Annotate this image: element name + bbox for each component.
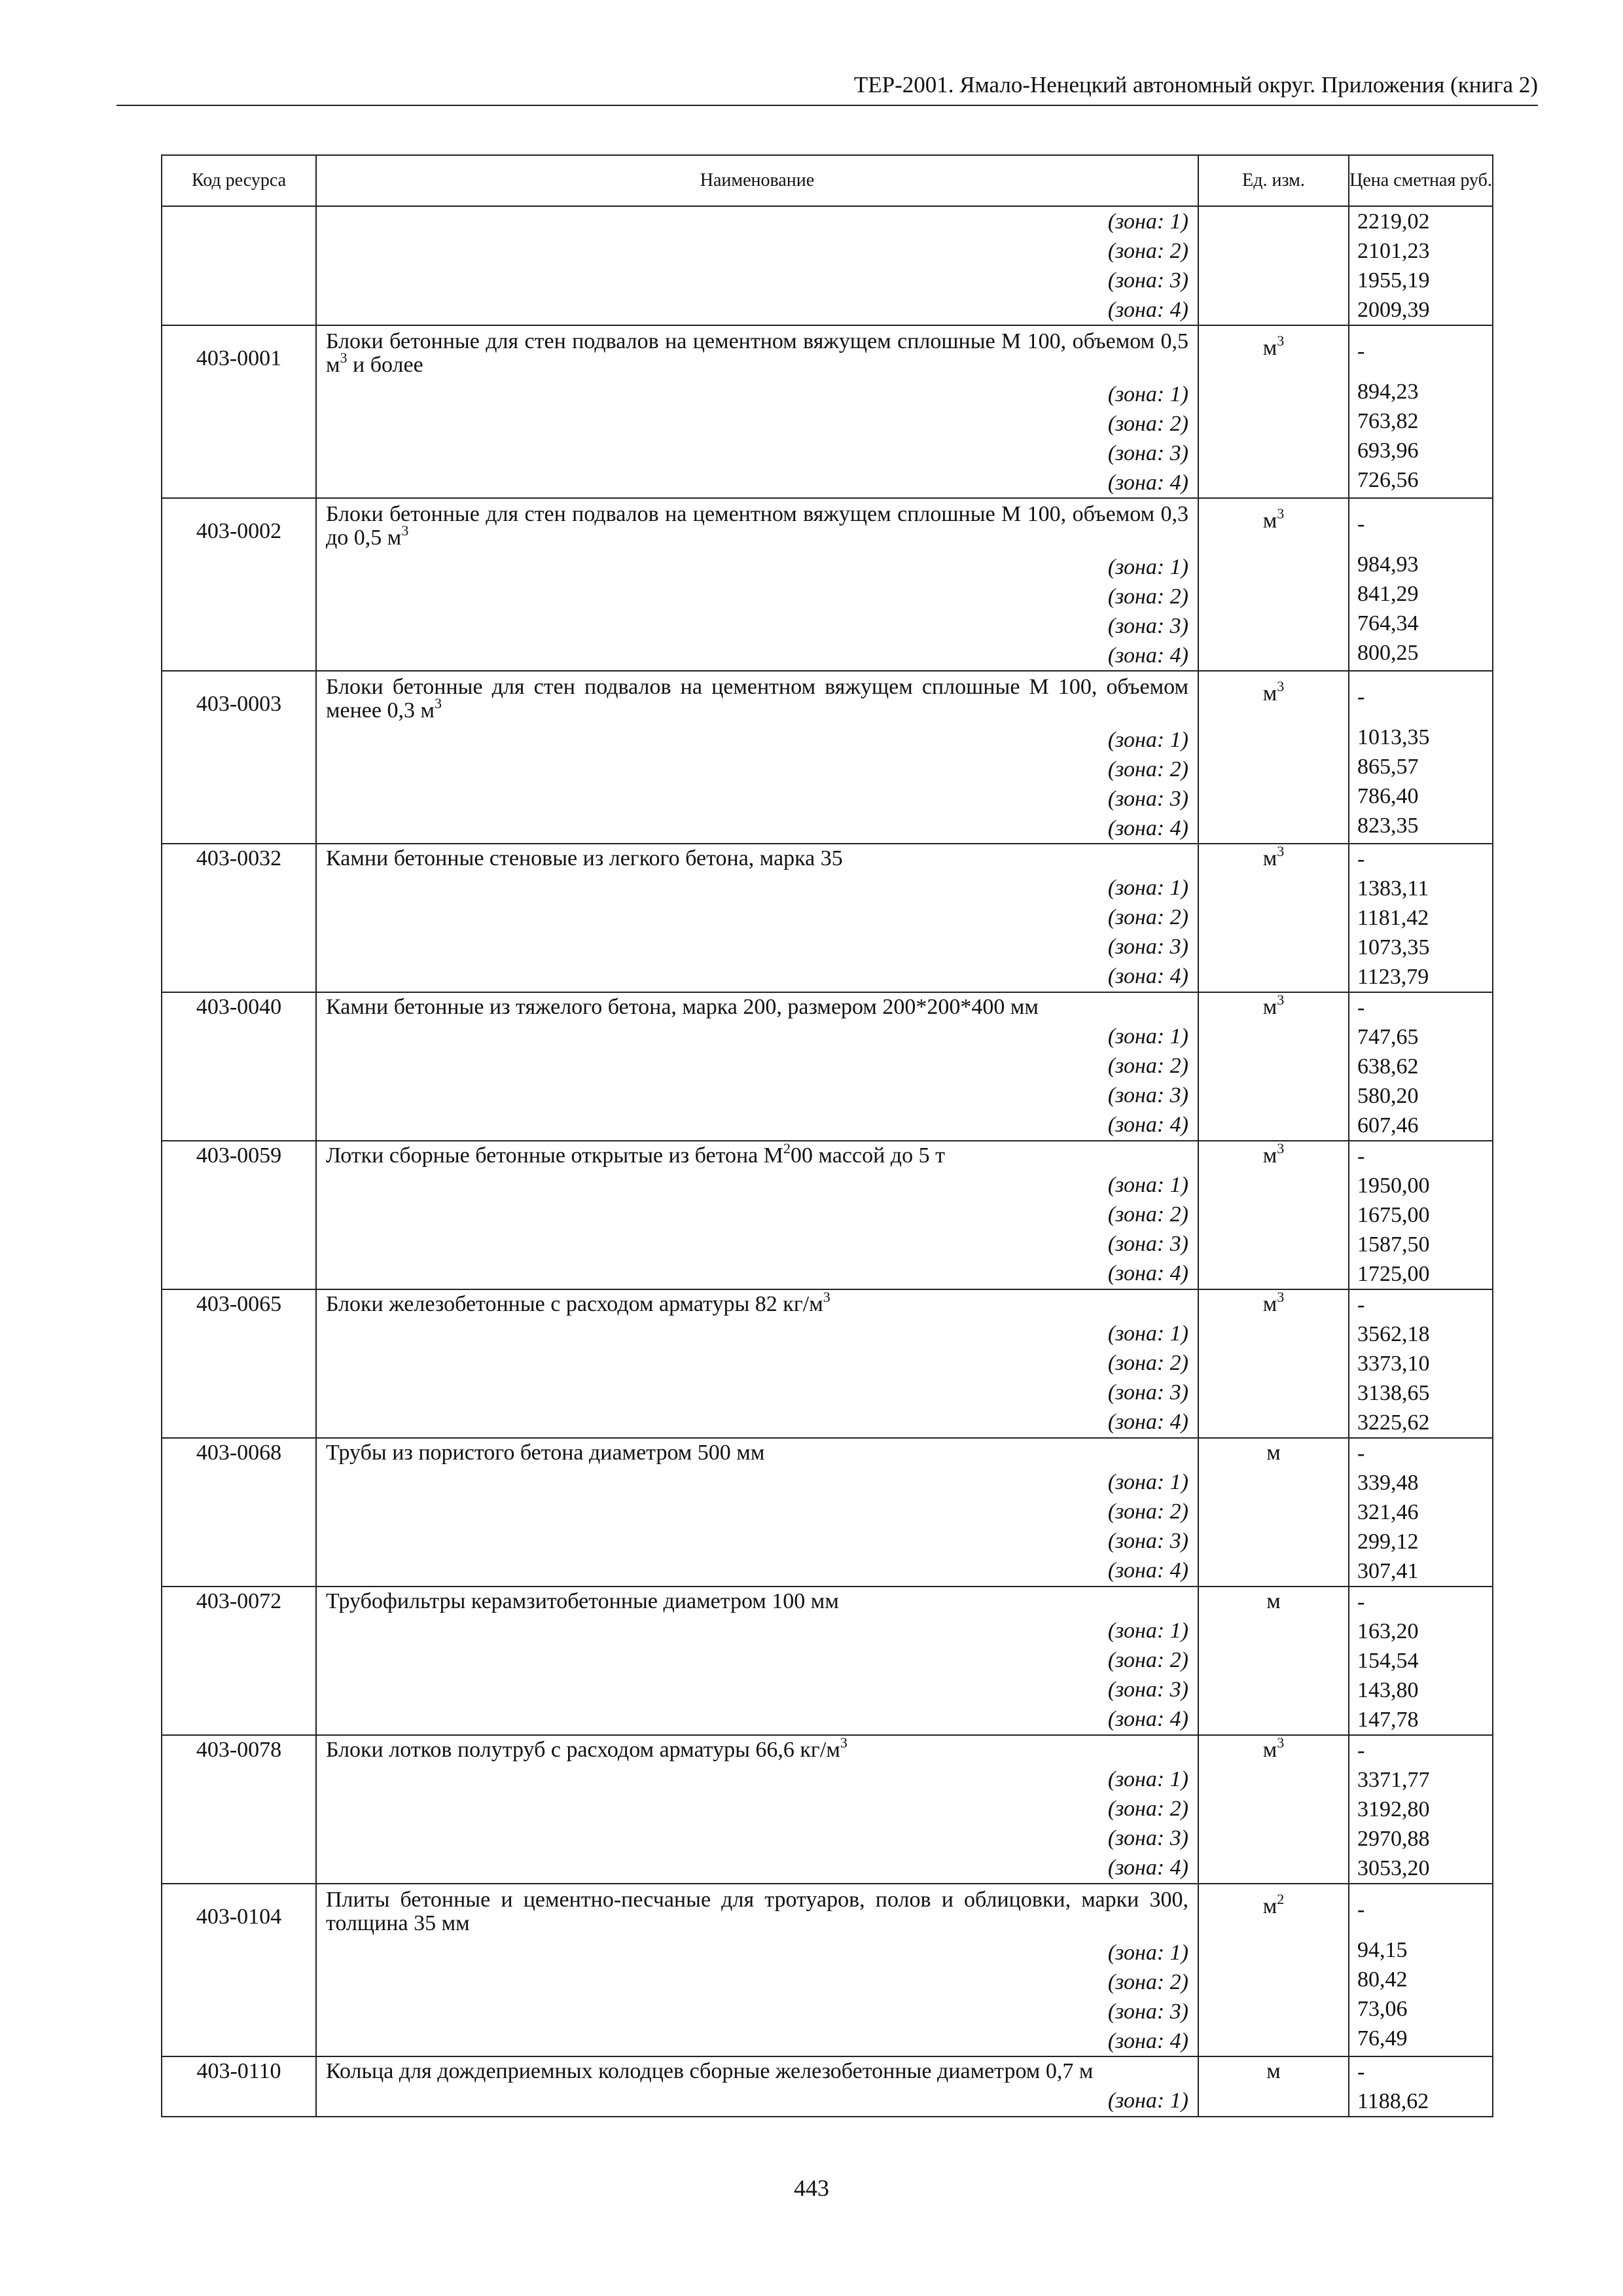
zone-label: (зона: 1) (1107, 1321, 1188, 1346)
zone-label: (зона: 3) (1107, 1677, 1188, 1702)
unit-value (1199, 507, 1348, 535)
resource-name-tail: и более (347, 353, 423, 377)
cell-name (316, 992, 1198, 1141)
cell-price (1349, 325, 1493, 498)
unit-text-value: м (1262, 1292, 1277, 1316)
cell-price (1349, 498, 1493, 671)
zone-label: (зона: 2) (1107, 1351, 1188, 1375)
zone-price: 1587,50 (1357, 1232, 1430, 1257)
zone-label: (зона: 2) (1107, 1202, 1188, 1227)
zone-label: (зона: 2) (1107, 1648, 1188, 1672)
cell-price (1349, 671, 1493, 844)
zone-label: (зона: 1) (1107, 555, 1188, 579)
resource-name-sup: 3 (823, 1289, 830, 1305)
unit-sup: 2 (1277, 1891, 1285, 1907)
resource-code: 403-0002 (196, 519, 282, 543)
zone-price: 580,20 (1357, 1084, 1419, 1108)
zone-label: (зона: 2) (1107, 584, 1188, 609)
zone-label: (зона: 4) (1107, 1558, 1188, 1583)
unit-value (1199, 844, 1348, 873)
zone-price: 2970,88 (1357, 1827, 1430, 1851)
table-row (162, 498, 1493, 671)
zone-price: 299,12 (1357, 1530, 1419, 1554)
cell-name (316, 1141, 1198, 1289)
resource-name-text: Плиты бетонные и цементно-песчаные для тротуаров, полов и облицовки, марки 300, толщина 35 мм (326, 1888, 1188, 1935)
cell-unit (1198, 1438, 1349, 1587)
column-header-code: Код ресурса (162, 155, 316, 206)
resource-name (326, 503, 1188, 550)
cell-unit (1198, 1884, 1349, 2056)
zone-label: (зона: 4) (1107, 2029, 1188, 2053)
zone-price: 786,40 (1357, 784, 1419, 808)
column-header-unit: Ед. изм. (1198, 155, 1349, 206)
zone-label: (зона: 4) (1107, 1707, 1188, 1731)
zone-label: (зона: 1) (1107, 209, 1188, 234)
cell-name (316, 1735, 1198, 1884)
resource-code: 403-0110 (196, 2059, 281, 2083)
zone-price: 763,82 (1357, 409, 1419, 433)
table-row (162, 1587, 1493, 1735)
zone-label: (зона: 1) (1107, 876, 1188, 900)
price-dash: - (1357, 1897, 1365, 1922)
cell-code (162, 498, 316, 671)
price-dash: - (1357, 1144, 1365, 1168)
cell-name (316, 1438, 1198, 1587)
price-dash: - (1357, 1590, 1365, 1614)
zone-label: (зона: 3) (1107, 1380, 1188, 1405)
zone-price: 3192,80 (1357, 1797, 1430, 1821)
unit-sup: 3 (1277, 1289, 1285, 1305)
table-row (162, 325, 1493, 498)
table-row (162, 1438, 1493, 1587)
resource-name (326, 675, 1188, 723)
zone-label: (зона: 3) (1107, 268, 1188, 293)
zone-price: 823,35 (1357, 814, 1419, 838)
zone-price: 1123,79 (1357, 965, 1429, 989)
resource-name-text: Блоки бетонные для стен подвалов на цементном вяжущем сплошные М 100, объемом 0,3 до 0,5 м (326, 502, 1188, 550)
resource-code: 403-0078 (196, 1738, 282, 1762)
unit-text-value: м (1262, 995, 1277, 1019)
unit-text-value: м (1266, 1589, 1281, 1613)
resource-name (326, 844, 1188, 873)
price-dash: - (1357, 685, 1365, 709)
zone-label: (зона: 4) (1107, 471, 1188, 495)
resource-code: 403-0104 (196, 1905, 282, 1929)
zone-label: (зона: 3) (1107, 1826, 1188, 1850)
zone-label: (зона: 1) (1107, 1470, 1188, 1494)
page-header (116, 71, 1538, 106)
cell-code (162, 1587, 316, 1735)
zone-label: (зона: 1) (1107, 728, 1188, 752)
zone-label: (зона: 3) (1107, 441, 1188, 465)
table-body (162, 206, 1493, 2117)
cell-name (316, 1587, 1198, 1735)
resource-name (326, 1141, 1188, 1170)
zone-price: 73,06 (1357, 1997, 1408, 2021)
cell-name (316, 2056, 1198, 2117)
resource-name (326, 2057, 1188, 2086)
table-header-row (162, 155, 1493, 206)
zone-price: 841,29 (1357, 582, 1419, 606)
zone-price: 1073,35 (1357, 935, 1430, 960)
cell-code (162, 1289, 316, 1438)
zone-price: 163,20 (1357, 1619, 1419, 1643)
column-header-price: Цена сметная руб. (1349, 155, 1493, 206)
table-row (162, 2056, 1493, 2117)
cell-code (162, 671, 316, 844)
resource-name-text: Блоки железобетонные с расходом арматуры 82 кг/м (326, 1292, 823, 1316)
cell-name (316, 325, 1198, 498)
resource-name-text: Трубофильтры керамзитобетонные диаметром 100 мм (326, 1589, 839, 1613)
resource-name-text: Блоки лотков полутруб с расходом арматуры 66,6 кг/м (326, 1738, 840, 1762)
cell-unit (1198, 2056, 1349, 2117)
zone-price: 1725,00 (1357, 1262, 1430, 1286)
zone-price: 3562,18 (1357, 1322, 1430, 1346)
zone-label: (зона: 1) (1107, 1024, 1188, 1049)
price-dash: - (1357, 512, 1365, 536)
unit-value (1199, 1141, 1348, 1170)
cell-code (162, 206, 316, 325)
zone-price: 1013,35 (1357, 725, 1430, 749)
zone-price: 3373,10 (1357, 1352, 1430, 1376)
zone-price: 638,62 (1357, 1054, 1419, 1079)
resource-name-text: Камни бетонные из тяжелого бетона, марка 200, размером 200*200*400 мм (326, 995, 1039, 1019)
unit-value (1199, 1736, 1348, 1765)
cell-code (162, 992, 316, 1141)
resource-code: 403-0065 (196, 1292, 282, 1316)
zone-price: 607,46 (1357, 1113, 1419, 1138)
column-header-name: Наименование (316, 155, 1198, 206)
resource-name-text: Блоки бетонные для стен подвалов на цементном вяжущем сплошные М 100, объемом 0,5 м (326, 329, 1188, 377)
price-dash: - (1357, 1441, 1365, 1465)
zone-label: (зона: 4) (1107, 643, 1188, 668)
zone-price: 894,23 (1357, 380, 1419, 404)
zone-price: 3371,77 (1357, 1768, 1430, 1792)
table-row (162, 671, 1493, 844)
cell-unit (1198, 844, 1349, 992)
resource-name-text: Камни бетонные стеновые из легкого бетона, марка 35 (326, 846, 843, 870)
resource-code: 403-0059 (196, 1143, 282, 1168)
zone-price: 764,34 (1357, 611, 1419, 636)
table-row (162, 1884, 1493, 2056)
unit-text-value: м (1262, 846, 1277, 870)
unit-sup: 3 (1277, 678, 1285, 694)
cell-price (1349, 2056, 1493, 2117)
resource-name-text: Кольца для дождеприемных колодцев сборные железобетонные диаметром 0,7 м (326, 2059, 1094, 2083)
zone-label: (зона: 1) (1107, 1173, 1188, 1197)
cell-price (1349, 1289, 1493, 1438)
table-row (162, 844, 1493, 992)
cell-unit (1198, 1289, 1349, 1438)
zone-label: (зона: 4) (1107, 1113, 1188, 1137)
zone-label: (зона: 2) (1107, 239, 1188, 263)
unit-value (1199, 1439, 1348, 1467)
price-dash: - (1357, 996, 1365, 1020)
cell-name (316, 1289, 1198, 1438)
zone-price: 3138,65 (1357, 1381, 1430, 1405)
zone-label: (зона: 1) (1107, 382, 1188, 406)
price-dash: - (1357, 847, 1365, 871)
zone-label: (зона: 3) (1107, 2000, 1188, 2024)
cell-code (162, 844, 316, 992)
price-dash: - (1357, 1738, 1365, 1763)
unit-value (1199, 1587, 1348, 1616)
resource-name (326, 1888, 1188, 1935)
resource-code: 403-0032 (196, 846, 282, 870)
zone-label: (зона: 1) (1107, 1619, 1188, 1643)
resource-name-text: Блоки бетонные для стен подвалов на цементном вяжущем сплошные М 100, объемом менее 0,3 м (326, 675, 1188, 723)
unit-value (1199, 334, 1348, 363)
cell-unit (1198, 1141, 1349, 1289)
unit-sup: 3 (1277, 1734, 1285, 1751)
cell-unit (1198, 1735, 1349, 1884)
cell-price (1349, 1884, 1493, 2056)
cell-name (316, 206, 1198, 325)
cell-unit (1198, 671, 1349, 844)
zone-price: 1950,00 (1357, 1174, 1430, 1198)
zone-label: (зона: 2) (1107, 905, 1188, 929)
unit-text-value: м (1262, 1143, 1277, 1168)
zone-price: 76,49 (1357, 2026, 1408, 2051)
zone-label: (зона: 1) (1107, 1767, 1188, 1791)
zone-price: 3053,20 (1357, 1856, 1430, 1880)
zone-price: 1955,19 (1357, 268, 1430, 293)
cell-code (162, 1141, 316, 1289)
zone-price: 154,54 (1357, 1649, 1419, 1673)
resource-code: 403-0040 (196, 995, 282, 1019)
cell-price (1349, 1141, 1493, 1289)
price-dash: - (1357, 1293, 1365, 1317)
price-dash: - (1357, 339, 1365, 363)
zone-label: (зона: 2) (1107, 1797, 1188, 1821)
zone-label: (зона: 4) (1107, 298, 1188, 322)
zone-label: (зона: 1) (1107, 1941, 1188, 1965)
resource-name (326, 1290, 1188, 1319)
zone-price: 1188,62 (1357, 2089, 1429, 2113)
zone-price: 2009,39 (1357, 298, 1430, 322)
zone-label: (зона: 3) (1107, 1083, 1188, 1107)
zone-label: (зона: 2) (1107, 1054, 1188, 1078)
resource-name (326, 330, 1188, 377)
zone-label: (зона: 1) (1107, 2089, 1188, 2113)
unit-sup: 3 (1277, 843, 1285, 859)
price-table (161, 154, 1493, 2117)
zone-price: 1383,11 (1357, 876, 1429, 901)
table-row (162, 1141, 1493, 1289)
resource-name-sup: 3 (435, 695, 442, 711)
unit-value (1199, 679, 1348, 708)
resource-name (326, 993, 1188, 1022)
table-row (162, 1735, 1493, 1884)
cell-price (1349, 1735, 1493, 1884)
unit-value (1199, 993, 1348, 1022)
zone-label: (зона: 2) (1107, 1970, 1188, 1994)
resource-code: 403-0003 (196, 692, 282, 716)
cell-unit (1198, 498, 1349, 671)
unit-value (1199, 2057, 1348, 2086)
resource-name (326, 1587, 1188, 1616)
unit-value (1199, 1290, 1348, 1319)
cell-price (1349, 844, 1493, 992)
page-header-title: ТЕР-2001. Ямало-Ненецкий автономный округ. Приложения (книга 2) (853, 72, 1538, 98)
resource-name-sup: 3 (401, 522, 409, 539)
zone-price: 143,80 (1357, 1678, 1419, 1702)
unit-sup: 3 (1277, 1140, 1285, 1157)
price-dash: - (1357, 2060, 1365, 2084)
zone-price: 693,96 (1357, 439, 1419, 463)
table-row-continuation (162, 206, 1493, 325)
unit-text-value: м (1262, 509, 1277, 533)
zone-label: (зона: 4) (1107, 1261, 1188, 1285)
cell-unit (1198, 325, 1349, 498)
cell-unit (1198, 992, 1349, 1141)
unit-text-value: м (1262, 336, 1277, 360)
unit-sup: 3 (1277, 505, 1285, 522)
zone-label: (зона: 4) (1107, 1410, 1188, 1434)
unit-text-value: м (1266, 1441, 1281, 1465)
cell-code (162, 1884, 316, 2056)
zone-price: 80,42 (1357, 1967, 1408, 1992)
resource-name-tail: 00 массой до 5 т (791, 1143, 945, 1168)
resource-code: 403-0068 (196, 1441, 282, 1465)
unit-text-value: м (1262, 1738, 1277, 1762)
table-row (162, 1289, 1493, 1438)
zone-price: 865,57 (1357, 755, 1419, 779)
zone-price: 2101,23 (1357, 239, 1430, 263)
zone-label: (зона: 2) (1107, 757, 1188, 781)
unit-sup: 3 (1277, 992, 1285, 1008)
resource-code: 403-0072 (196, 1589, 282, 1613)
zone-label: (зона: 4) (1107, 816, 1188, 840)
zone-label: (зона: 3) (1107, 1232, 1188, 1256)
resource-code: 403-0001 (196, 346, 282, 370)
unit-text-value: м (1262, 681, 1277, 706)
unit-value (1199, 1892, 1348, 1921)
table-row (162, 992, 1493, 1141)
zone-price: 984,93 (1357, 552, 1419, 577)
zone-label: (зона: 4) (1107, 1856, 1188, 1880)
resource-name (326, 1736, 1188, 1765)
cell-price (1349, 1438, 1493, 1587)
cell-unit (1198, 1587, 1349, 1735)
zone-price: 321,46 (1357, 1500, 1419, 1524)
zone-label: (зона: 3) (1107, 787, 1188, 811)
cell-price (1349, 206, 1493, 325)
resource-name-sup: 3 (840, 1734, 847, 1751)
cell-name (316, 498, 1198, 671)
cell-price (1349, 1587, 1493, 1735)
resource-name-sup: 3 (340, 350, 348, 366)
zone-label: (зона: 3) (1107, 1529, 1188, 1553)
page-number: 443 (794, 2175, 829, 2201)
unit-text-value: м (1262, 1894, 1277, 1918)
cell-name (316, 1884, 1198, 2056)
zone-price: 339,48 (1357, 1471, 1419, 1495)
zone-price: 1675,00 (1357, 1203, 1430, 1227)
cell-code (162, 325, 316, 498)
zone-price: 94,15 (1357, 1938, 1408, 1962)
resource-name-sup: 2 (783, 1140, 791, 1157)
unit-text-value: м (1266, 2059, 1281, 2083)
cell-code (162, 2056, 316, 2117)
unit-sup: 3 (1277, 332, 1285, 349)
zone-label: (зона: 3) (1107, 614, 1188, 638)
zone-price: 307,41 (1357, 1559, 1419, 1583)
zone-price: 1181,42 (1357, 906, 1429, 930)
zone-price: 747,65 (1357, 1025, 1419, 1049)
zone-label: (зона: 3) (1107, 935, 1188, 959)
cell-code (162, 1735, 316, 1884)
cell-code (162, 1438, 316, 1587)
resource-name (326, 1439, 1188, 1467)
cell-price (1349, 992, 1493, 1141)
zone-label: (зона: 4) (1107, 964, 1188, 988)
cell-name (316, 844, 1198, 992)
zone-price: 2219,02 (1357, 209, 1430, 234)
resource-name-text: Лотки сборные бетонные открытые из бетона М (326, 1143, 784, 1168)
zone-price: 147,78 (1357, 1708, 1419, 1732)
cell-unit (1198, 206, 1349, 325)
zone-price: 726,56 (1357, 468, 1419, 492)
cell-name (316, 671, 1198, 844)
zone-price: 3225,62 (1357, 1410, 1430, 1435)
zone-label: (зона: 2) (1107, 412, 1188, 436)
zone-price: 800,25 (1357, 641, 1419, 665)
resource-name-text: Трубы из пористого бетона диаметром 500 мм (326, 1441, 765, 1465)
zone-label: (зона: 2) (1107, 1499, 1188, 1524)
